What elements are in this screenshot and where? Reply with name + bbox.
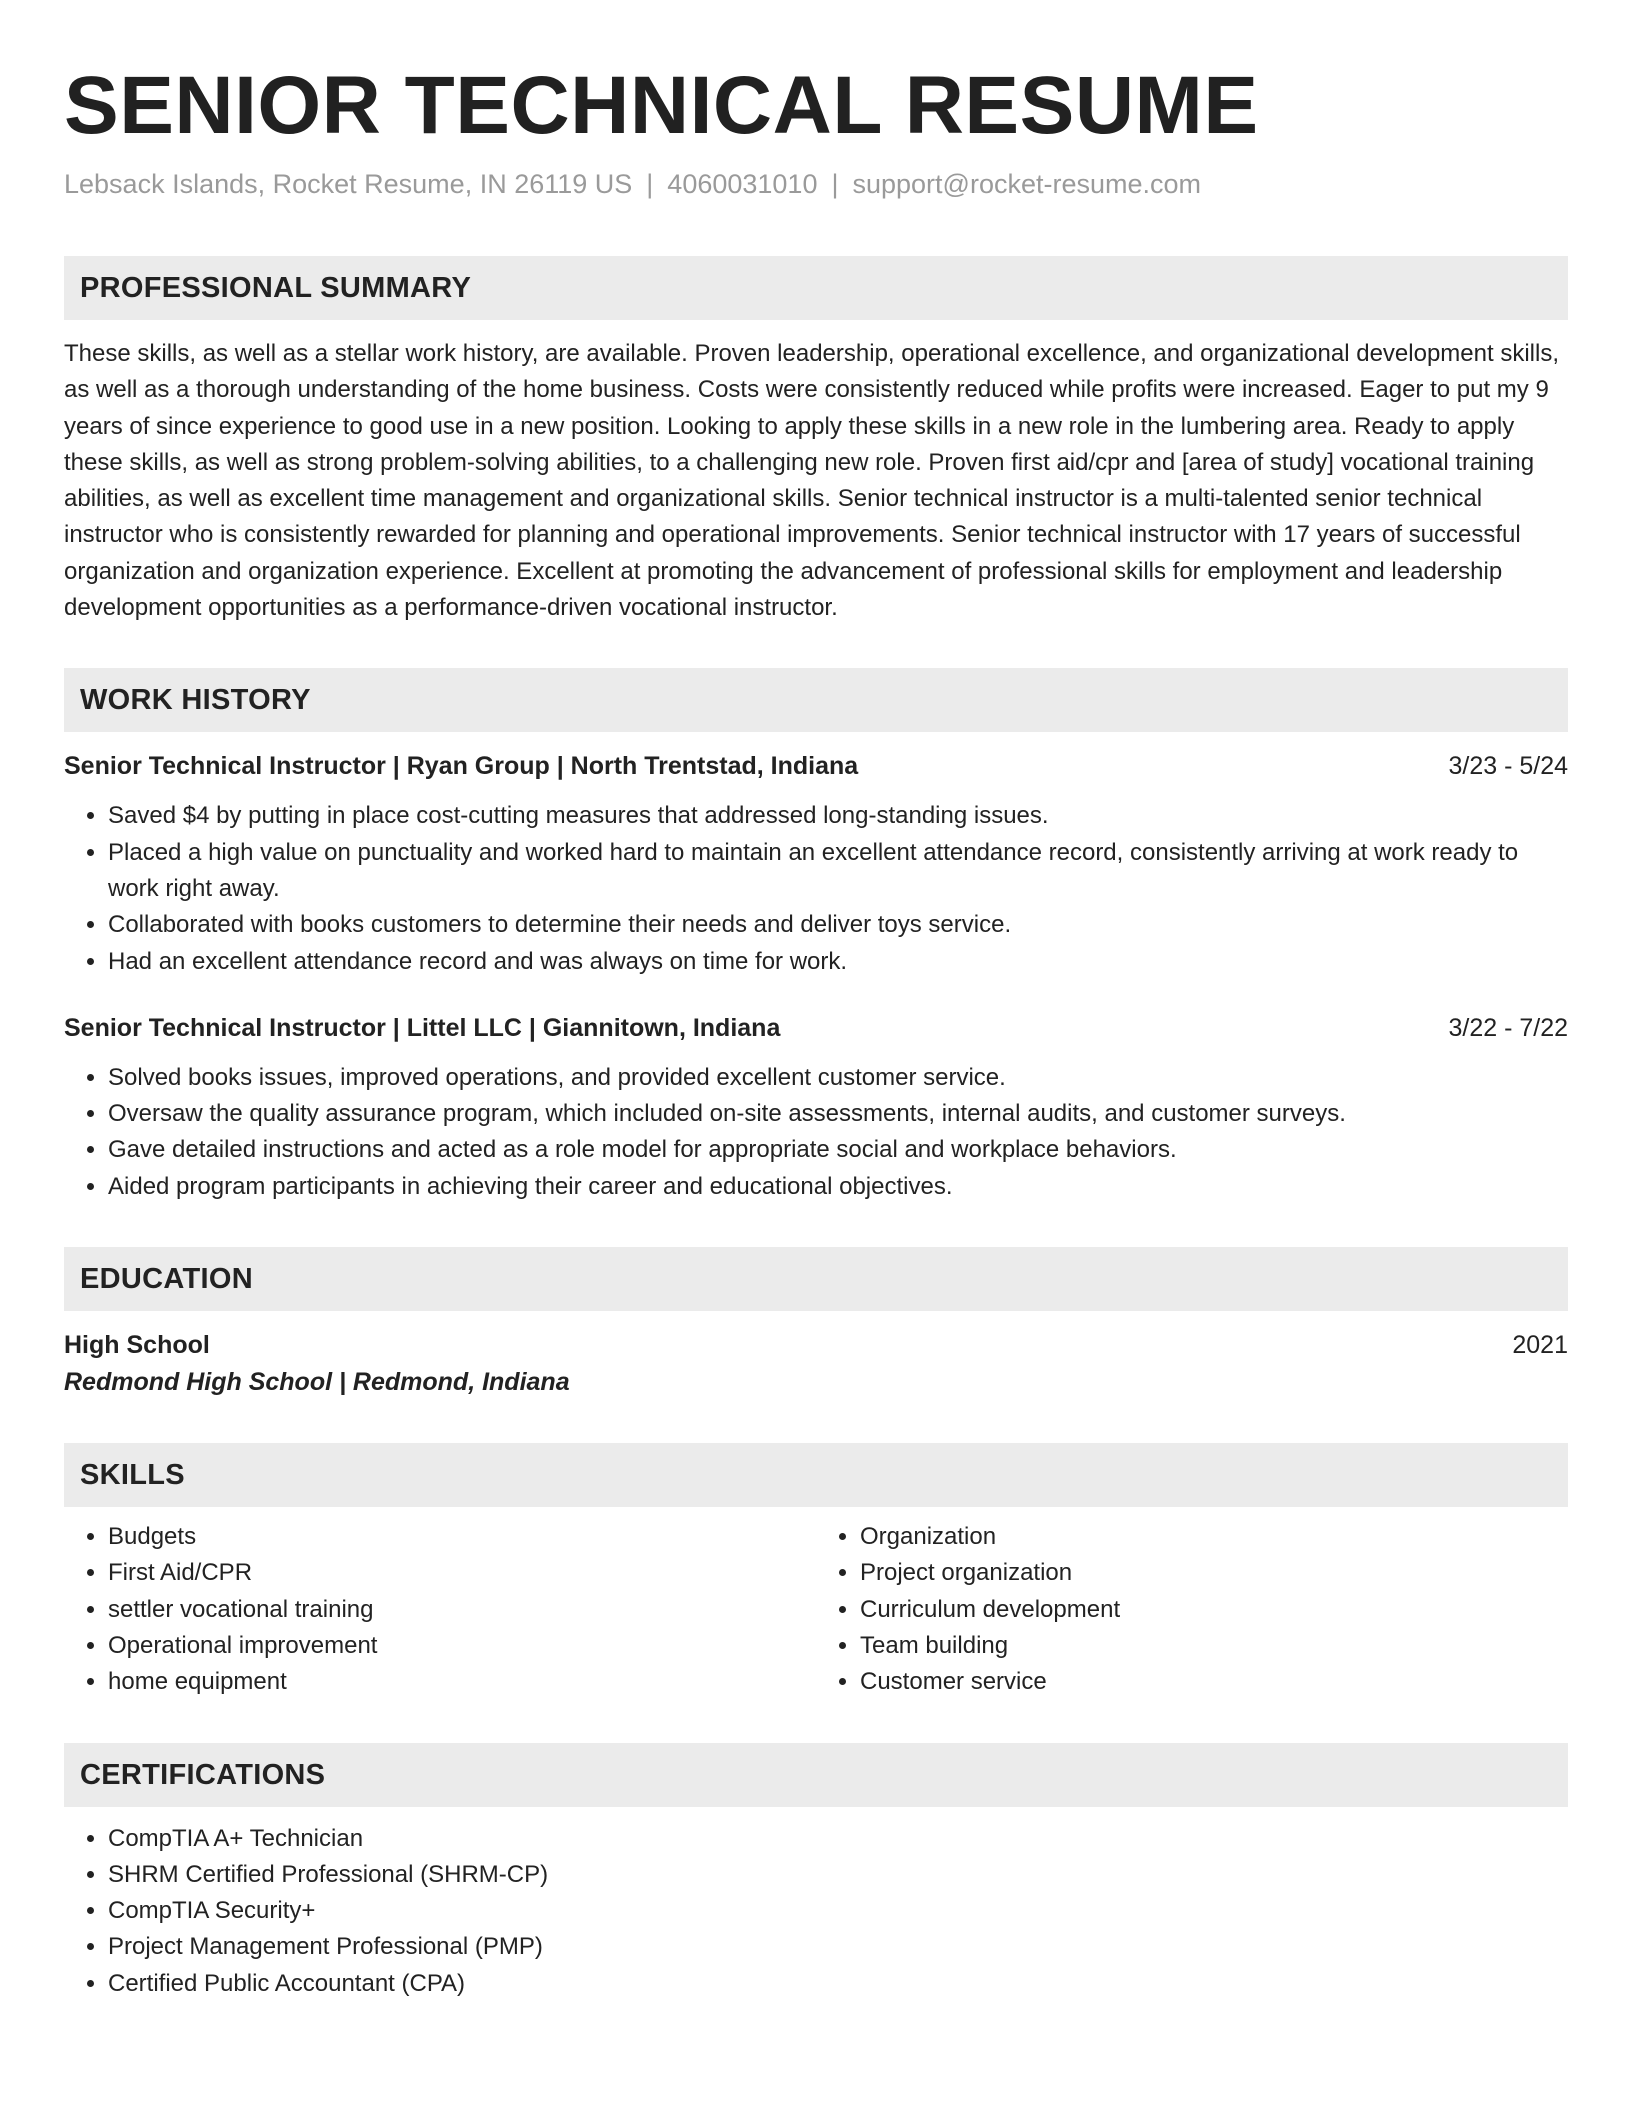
job-bullets <box>64 798 1568 979</box>
summary-text: These skills, as well as a stellar work history, are available. Proven leadership, operational excellence, and organizational development skills, as well as a thorough understanding of the home business. Costs were consistently reduced while profits were increased. Eager to put my 9 years of since experience to good use in a new position. Looking to apply these skills in a new role in the lumbering area. Ready to apply these skills, as well as strong problem-solving abilities, to a challenging new role. Proven first aid/cpr and [area of study] vocational training abilities, as well as excellent time management and organizational skills. Senior technical instructor is a multi-talented senior technical instructor who is consistently rewarded for planning and operational improvements. Senior technical instructor with 17 years of successful organization and organization experience. Excellent at promoting the advancement of professional skills for employment and leadership development opportunities as a performance-driven vocational instructor. <box>64 340 1559 622</box>
skill-item: • Organization <box>860 1519 1568 1555</box>
skill-item: • settler vocational training <box>108 1592 816 1628</box>
job-entry <box>64 1010 1568 1205</box>
contact-email: support@rocket-resume.com <box>852 169 1202 199</box>
contact-separator: | <box>831 169 839 199</box>
job-dates: 3/23 - 5/24 <box>1448 752 1568 781</box>
education-year: 2021 <box>1512 1331 1568 1360</box>
job-entry <box>64 748 1568 979</box>
skills-grid <box>64 1519 1568 1700</box>
education-heading: EDUCATION <box>64 1247 1568 1311</box>
job-bullets <box>64 1060 1568 1205</box>
resume-title: SENIOR TECHNICAL RESUME <box>64 60 1259 151</box>
contact-separator: | <box>646 169 654 199</box>
certifications-heading: CERTIFICATIONS <box>64 1743 1568 1807</box>
skill-item: • Customer service <box>860 1664 1568 1700</box>
education-entry <box>64 1327 1568 1401</box>
education-degree: High School <box>64 1331 210 1360</box>
certification-item: • Project Management Professional (PMP) <box>108 1929 1568 1965</box>
skills-column-right <box>816 1519 1568 1700</box>
work-history-section <box>64 668 1568 1205</box>
certifications-list <box>64 1821 1568 2002</box>
skill-item: • Project organization <box>860 1555 1568 1591</box>
certifications-section <box>64 1743 1568 2002</box>
skill-item: • Operational improvement <box>108 1628 816 1664</box>
job-dates: 3/22 - 7/22 <box>1448 1013 1568 1042</box>
skill-item: • First Aid/CPR <box>108 1555 816 1591</box>
job-bullet: • Saved $4 by putting in place cost-cutting measures that addressed long-standing issues. <box>108 798 1568 834</box>
job-bullet: • Placed a high value on punctuality and worked hard to maintain an excellent attendance record, consistently arriving at work ready to work right away. <box>108 835 1568 908</box>
contact-address: Lebsack Islands, Rocket Resume, IN 26119 US <box>64 169 633 199</box>
skills-section <box>64 1443 1568 1700</box>
summary-section <box>64 256 1568 626</box>
job-header <box>64 748 1568 784</box>
skill-item: • Curriculum development <box>860 1592 1568 1628</box>
job-bullet: • Had an excellent attendance record and was always on time for work. <box>108 944 1568 980</box>
contact-phone: 4060031010 <box>667 169 818 199</box>
certification-item: • SHRM Certified Professional (SHRM-CP) <box>108 1857 1568 1893</box>
work-history-heading: WORK HISTORY <box>64 668 1568 732</box>
job-bullet: • Solved books issues, improved operations, and provided excellent customer service. <box>108 1060 1568 1096</box>
job-title: Senior Technical Instructor | Ryan Group | North Trentstad, Indiana <box>64 752 859 781</box>
summary-heading: PROFESSIONAL SUMMARY <box>64 256 1568 320</box>
certification-item: • Certified Public Accountant (CPA) <box>108 1966 1568 2002</box>
resume-page <box>64 56 1568 2002</box>
education-school: Redmond High School | Redmond, Indiana <box>64 1368 570 1397</box>
job-title: Senior Technical Instructor | Littel LLC | Giannitown, Indiana <box>64 1013 781 1042</box>
skill-item: • home equipment <box>108 1664 816 1700</box>
education-header <box>64 1327 1568 1363</box>
certification-item: • CompTIA Security+ <box>108 1893 1568 1929</box>
job-bullet: • Oversaw the quality assurance program, which included on-site assessments, internal audits, and customer surveys. <box>108 1096 1568 1132</box>
skills-heading: SKILLS <box>64 1443 1568 1507</box>
certification-item: • CompTIA A+ Technician <box>108 1821 1568 1857</box>
job-bullet: • Collaborated with books customers to determine their needs and deliver toys service. <box>108 907 1568 943</box>
skill-item: • Team building <box>860 1628 1568 1664</box>
contact-line <box>64 166 1568 202</box>
job-bullet: • Aided program participants in achieving their career and educational objectives. <box>108 1169 1568 1205</box>
job-bullet: • Gave detailed instructions and acted as a role model for appropriate social and workplace behaviors. <box>108 1132 1568 1168</box>
skills-column-left <box>64 1519 816 1700</box>
skill-item: • Budgets <box>108 1519 816 1555</box>
education-section <box>64 1247 1568 1401</box>
job-header <box>64 1010 1568 1046</box>
